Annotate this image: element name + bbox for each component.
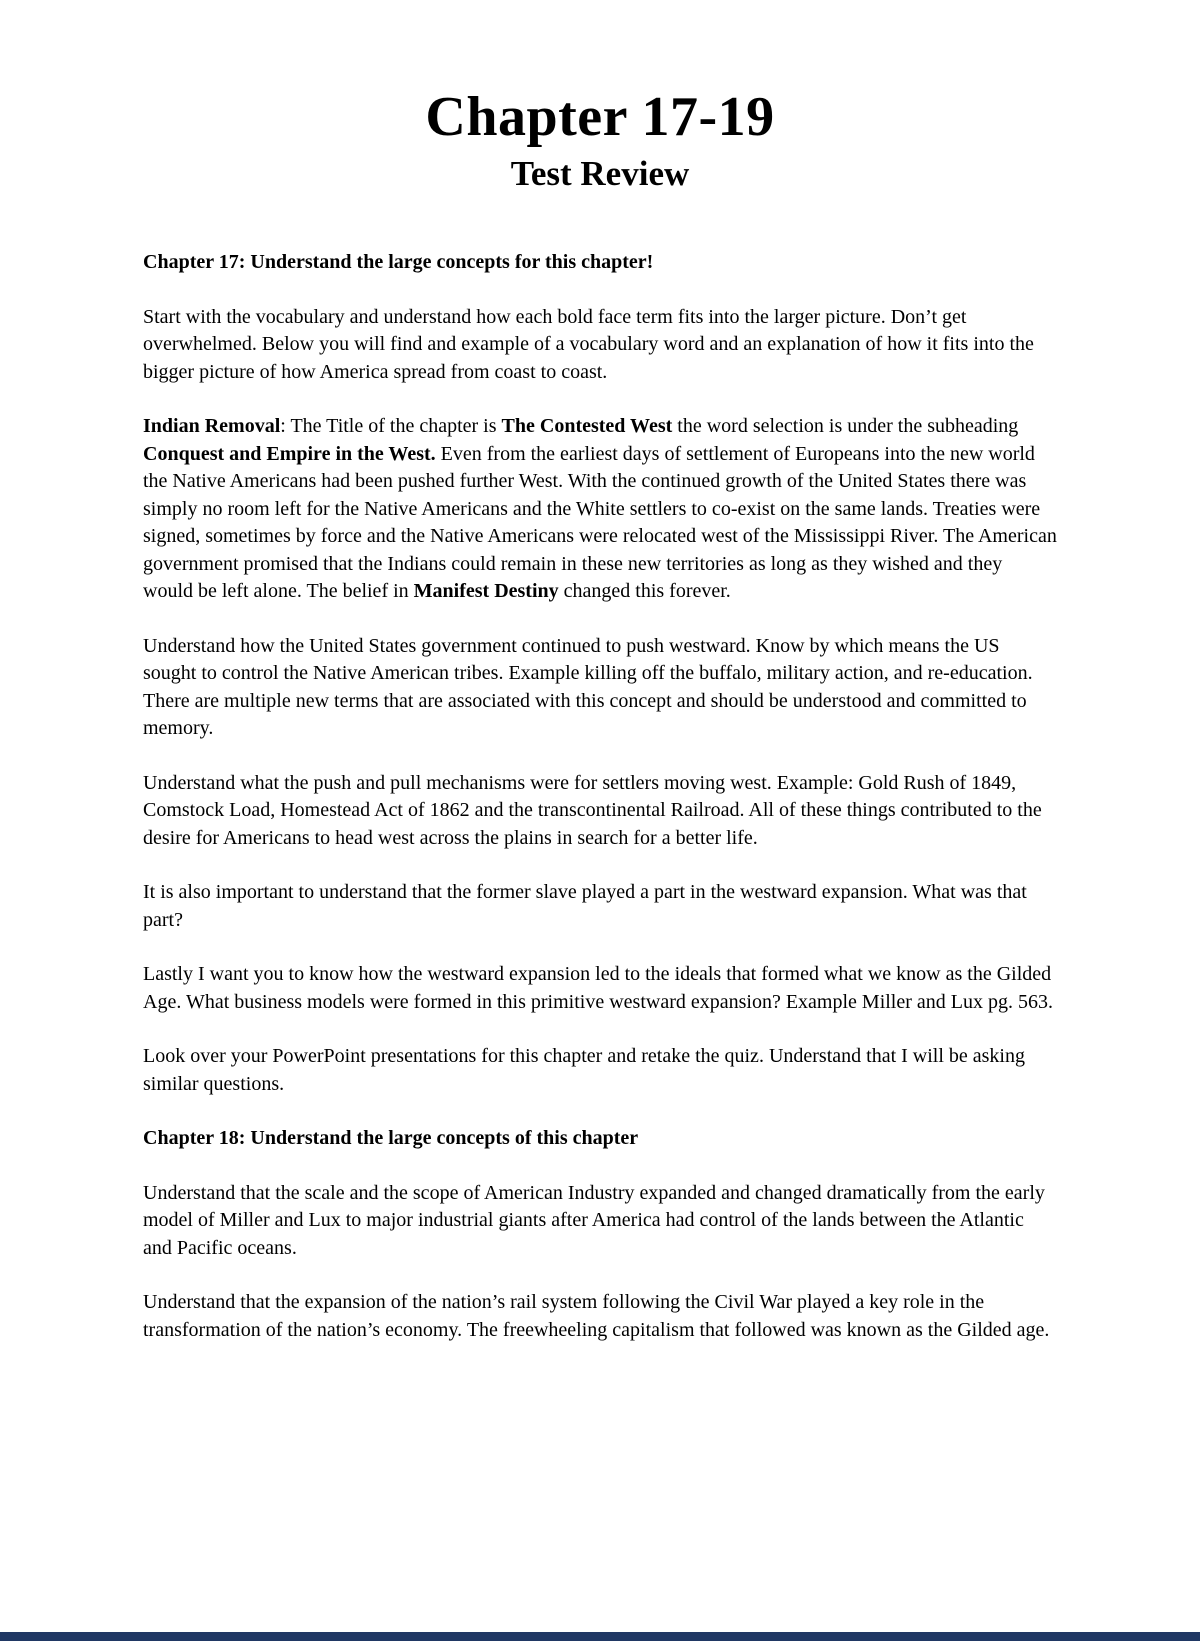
text-run: Understand what the push and pull mechanisms were for settlers moving west. Example: Gold Rush of 1849, Comstock Load, Homestead Act of 1862 and the transcontinental Railroad. All of these things contributed to the desire for Americans to head west across the plains in search for a better life. <box>143 771 1042 849</box>
document-title: Chapter 17-19 <box>425 86 775 148</box>
text-run: Understand that the expansion of the nation’s rail system following the Civil War played a key role in the transformation of the nation’s economy. The freewheeling capitalism that followed was known as the Gilded age. <box>143 1291 1050 1341</box>
paragraph <box>143 304 1057 387</box>
text-run: Lastly I want you to know how the westward expansion led to the ideals that formed what we know as the Gilded Age. What business models were formed in this primitive westward expansion? Example Miller and Lux pg. 563. <box>143 963 1053 1013</box>
text-run: Understand how the United States government continued to push westward. Know by which means the US sought to control the Native American tribes. Example killing off the buffalo, military action, and re-education. There are multiple new terms that are associated with this concept and should be understood and committed to memory. <box>143 634 1033 740</box>
text-run: Look over your PowerPoint presentations for this chapter and retake the quiz. Understand that I will be asking similar questions. <box>143 1045 1025 1095</box>
section-heading <box>143 249 1057 277</box>
section-heading <box>143 1125 1057 1153</box>
bold-text-run: Chapter 18: Understand the large concepts of this chapter <box>143 1127 639 1150</box>
bold-text-run: Chapter 17: Understand the large concepts for this chapter! <box>143 251 654 274</box>
document-body <box>143 249 1057 1344</box>
paragraph <box>143 1289 1057 1344</box>
bold-text-run: The Contested West <box>501 415 673 438</box>
text-run: changed this forever. <box>558 580 731 603</box>
bold-text-run: Indian Removal <box>143 415 281 438</box>
bold-text-run: Conquest and Empire in the West. <box>143 442 436 465</box>
paragraph <box>143 879 1057 934</box>
text-run: Even from the earliest days of settlement of Europeans into the new world the Native Americans had been pushed further West. With the continued growth of the United States there was simply no room left for the Native Americans and the White settlers to co-exist on the same lands. Treaties were signed, sometimes by force and the Native Americans were relocated west of the Mississippi River. The American government promised that the Indians could remain in these new territories as long as they wished and they would be left alone. The belief in <box>143 442 1057 603</box>
paragraph <box>143 633 1057 743</box>
paragraph <box>143 413 1057 606</box>
paragraph <box>143 770 1057 853</box>
bold-text-run: Manifest Destiny <box>413 580 559 603</box>
text-run: Understand that the scale and the scope of American Industry expanded and changed dramatically from the early model of Miller and Lux to major industrial giants after America had control of the lands between the Atlantic and Pacific oceans. <box>143 1181 1045 1259</box>
document-page <box>0 88 1200 1344</box>
text-run: It is also important to understand that the former slave played a part in the westward expansion. What was that part? <box>143 881 1027 931</box>
paragraph <box>143 1043 1057 1098</box>
paragraph <box>143 1180 1057 1263</box>
paragraph <box>143 961 1057 1016</box>
text-run: the word selection is under the subheading <box>672 415 1019 438</box>
viewer-footer-bar <box>0 1632 1200 1641</box>
text-run: : The Title of the chapter is <box>280 415 502 438</box>
document-subtitle: Test Review <box>510 153 690 193</box>
text-run: Start with the vocabulary and understand how each bold face term fits into the larger picture. Don’t get overwhelmed. Below you will find and example of a vocabulary word and an explanation of how it fits into the bigger picture of how America spread from coast to coast. <box>143 305 1034 383</box>
